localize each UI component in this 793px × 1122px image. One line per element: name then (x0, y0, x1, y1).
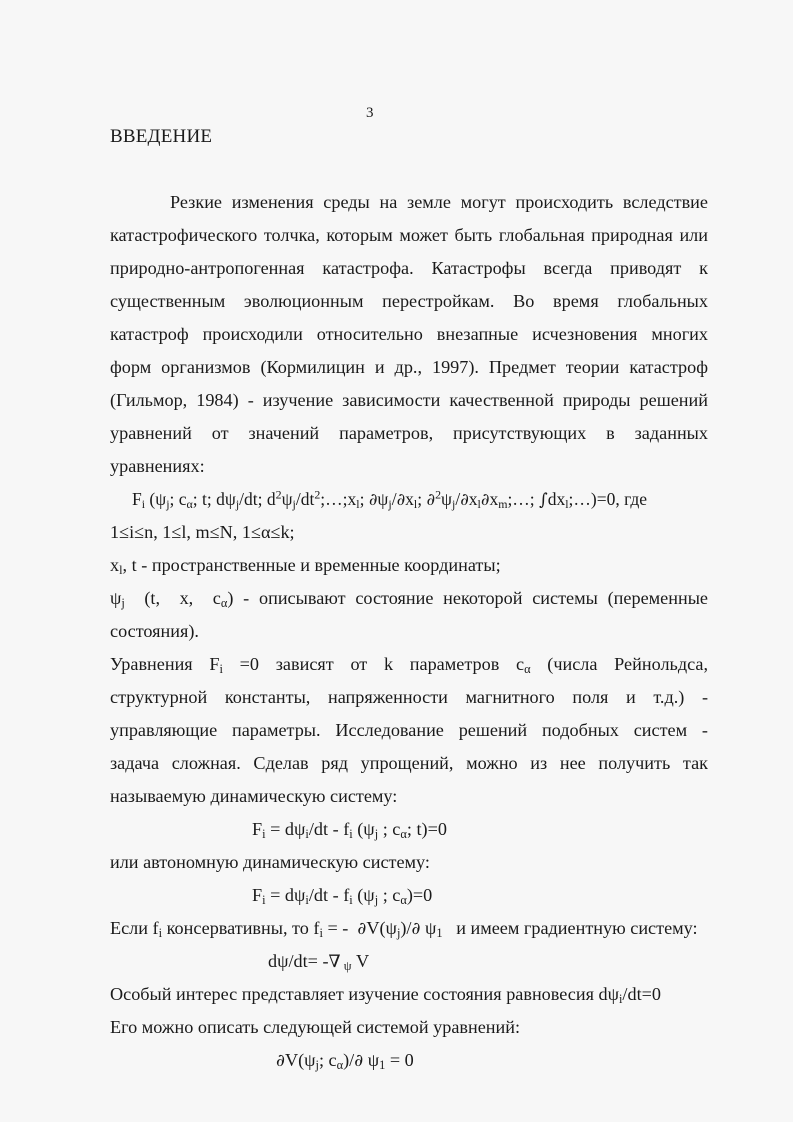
paragraph-line: называемую динамическую систему: (110, 786, 398, 806)
section-heading: ВВЕДЕНИЕ (110, 126, 213, 147)
paragraph-line: (Гильмор, 1984) - изучение зависимости качественной природы решений (110, 390, 708, 410)
paragraph-line: уравнений от значений параметров, присутствующих в заданных (110, 423, 708, 443)
paragraph-line: уравнениях: (110, 456, 205, 476)
paragraph-line: структурной константы, напряженности магнитного поля и т.д.) - (110, 687, 708, 707)
dynamic-system-equation: $F_i = d\psi_i/dt - f_i$ ($\psi_j$ ; $c_\alpha$; t)=0 (252, 819, 447, 842)
index-ranges: 1≤i≤n, 1≤l, m≤N, 1≤α≤k; (110, 522, 295, 542)
autonomous-system-equation: $F_i = d\psi_i/dt - f_i$ ($\psi_j$ ; $c_\alpha)=0$ (252, 885, 433, 908)
paragraph-line: природно-антропогенная катастрофа. Катастрофы всегда приводят к (110, 258, 708, 278)
paragraph-line: Резкие изменения среды на земле могут происходить вследствие (170, 192, 708, 212)
paragraph-line: Уравнения $F_i =0$ зависят от k параметров $c_\alpha$ (числа Рейнольдса, (110, 654, 708, 677)
paragraph-line: катастрофического толчка, которым может быть глобальная природная или (110, 225, 708, 245)
paragraph-line: катастроф происходили относительно внезапные исчезновения многих (110, 324, 708, 344)
paragraph-line: существенным эволюционным перестройкам. Во время глобальных (110, 291, 708, 311)
gradient-system-equation: dψ/dt= -∇ $_\psi$ V (268, 951, 370, 974)
paragraph-line: или автономную динамическую систему: (110, 852, 430, 872)
equilibrium-equation: $\partial V(\psi_j$; $c_\alpha)/\partial$ $\psi_1 = 0$ (276, 1050, 414, 1073)
coordinates-line: $x_l$, t - пространственные и временные координаты; (110, 555, 501, 578)
paragraph-line: управляющие параметры. Исследование решений подобных систем - (110, 720, 708, 740)
state-variables-line: $\psi_j$ (t, x, $c_\alpha$) - описывают состояние некоторой системы (переменные (110, 588, 708, 611)
equilibrium-line: Особый интерес представляет изучение состояния равновесия $d\psi_i/dt=0$ (110, 984, 661, 1007)
paragraph-line: задача сложная. Сделав ряд упрощений, можно из нее получить так (110, 753, 708, 773)
paragraph-line: форм организмов (Кормилицин и др., 1997). Предмет теории катастроф (110, 357, 708, 377)
page-number: 3 (366, 105, 374, 121)
paragraph-line: состояния). (110, 621, 199, 641)
conservative-line: Если $f_i$ консервативны, то $f_i$ = - $\partial V(\psi_j)/\partial$ $\psi_1$ и имеем градиентную систему: (110, 918, 698, 941)
general-equation: $F_i$ ($\psi_j$; $c_\alpha$; t; $d\psi_j/dt$; $d^2\psi_j/dt^2;\dots;x_l$; $\partial\psi_j/\partial x_l$; $\partial^2\psi_j/\partial x_l\partial x_m;\dots$; $\int dx_l;\dots)=0$, где (132, 487, 648, 511)
paragraph-line: Его можно описать следующей системой уравнений: (110, 1017, 521, 1037)
